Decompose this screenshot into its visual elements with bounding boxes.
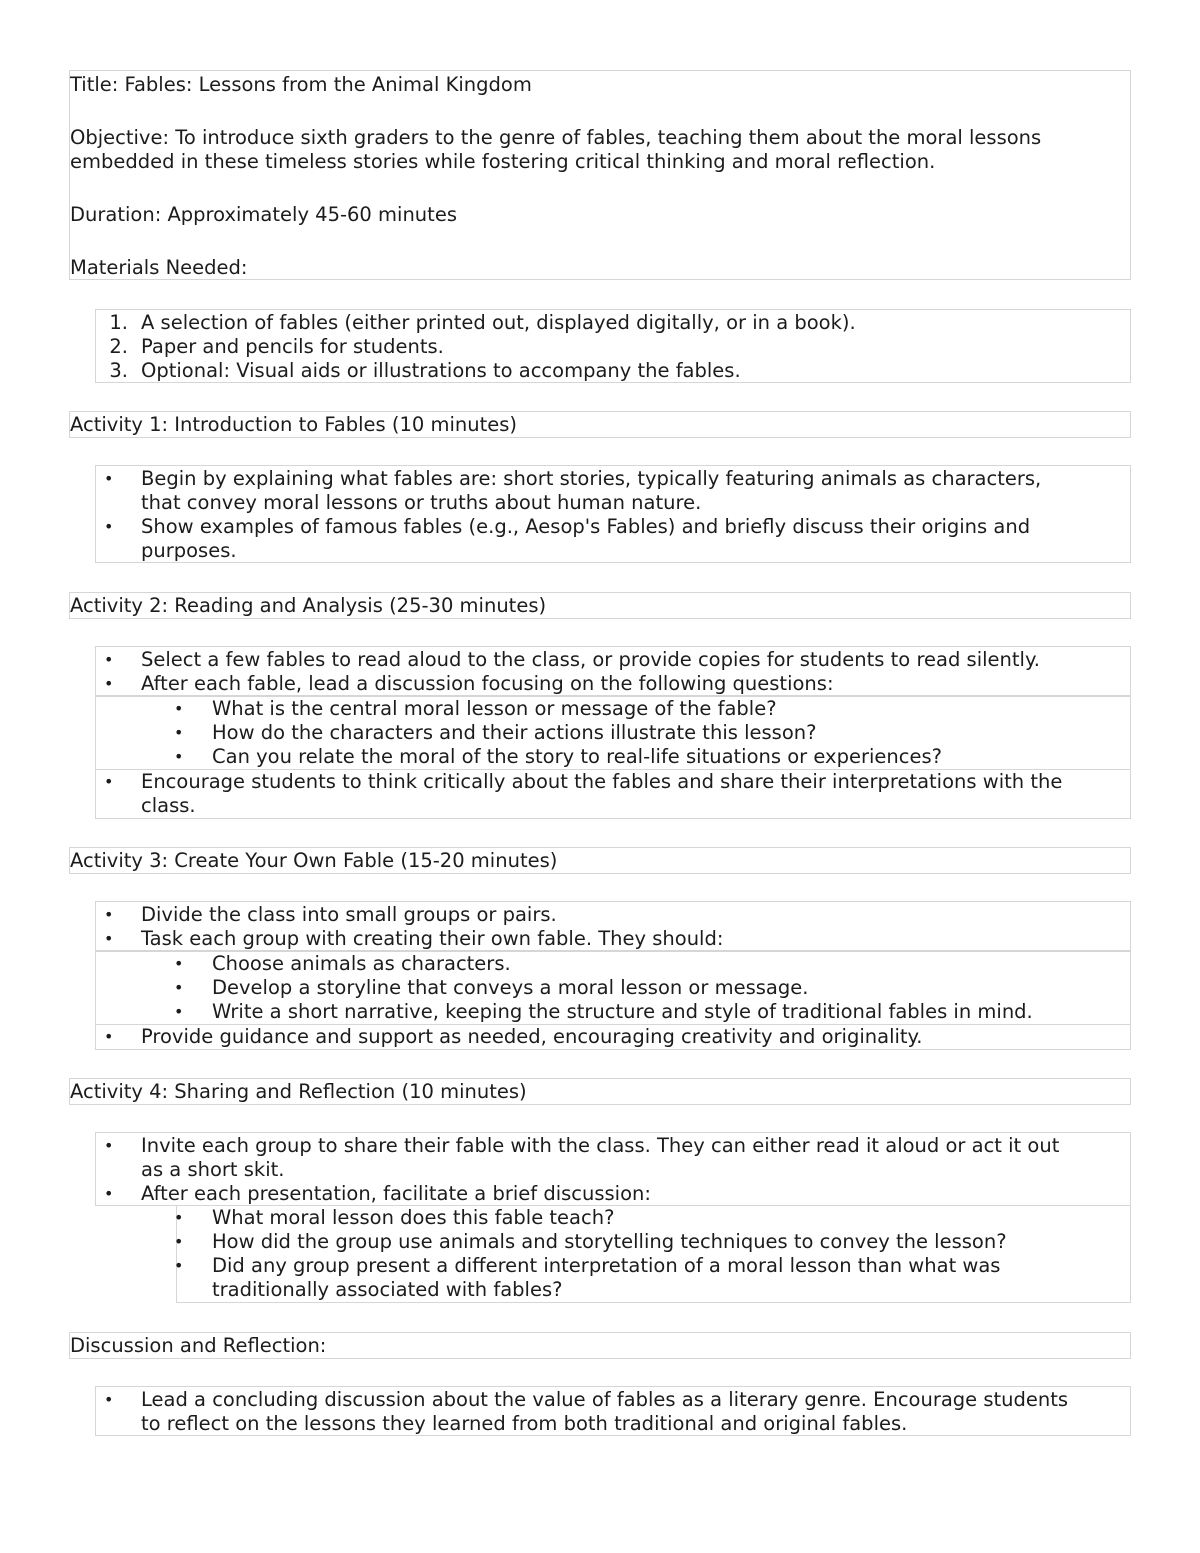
activity3-final-list xyxy=(95,1024,1131,1050)
activity1-heading: Activity 1: Introduction to Fables (10 minutes) xyxy=(70,413,518,436)
list-item xyxy=(96,515,1130,563)
bullet-icon: • xyxy=(174,699,184,718)
list-item xyxy=(96,1025,1130,1049)
objective-line-2: embedded in these timeless stories while fostering critical thinking and moral reflection. xyxy=(70,150,936,173)
list-item-text: A selection of fables (either printed out, displayed digitally, or in a book). xyxy=(141,311,856,334)
discussion-list xyxy=(95,1386,1131,1436)
list-item-text: as a short skit. xyxy=(141,1158,285,1181)
activity1-list xyxy=(95,465,1131,563)
bullet-icon: • xyxy=(174,747,184,766)
list-item-text: After each fable, lead a discussion focusing on the following questions: xyxy=(141,672,834,695)
list-item xyxy=(96,1182,1130,1206)
list-item-text: that convey moral lessons or truths about human nature. xyxy=(141,491,702,514)
list-item-text: purposes. xyxy=(141,539,237,562)
list-item xyxy=(96,1134,1130,1182)
sub-list-item xyxy=(174,745,1130,769)
discussion-heading-box xyxy=(69,1332,1131,1359)
sub-list-item xyxy=(174,697,1130,721)
sub-list-item-text: What moral lesson does this fable teach? xyxy=(212,1206,615,1229)
sub-list-item xyxy=(174,1206,1130,1230)
list-item xyxy=(96,1388,1130,1436)
sub-list-item-text: How do the characters and their actions illustrate this lesson? xyxy=(212,721,817,744)
list-item-text: class. xyxy=(141,794,196,817)
list-item xyxy=(96,311,1130,335)
activity3-heading: Activity 3: Create Your Own Fable (15-20 minutes) xyxy=(70,849,558,872)
bullet-icon: • xyxy=(104,1390,114,1409)
bullet-icon: • xyxy=(174,1256,184,1275)
activity4-list xyxy=(95,1132,1131,1206)
activity3-sublist xyxy=(95,951,1131,1025)
activity4-sublist xyxy=(176,1205,1131,1303)
sub-list-item-text: Write a short narrative, keeping the structure and style of traditional fables in mind. xyxy=(212,1000,1033,1023)
bullet-icon: • xyxy=(104,517,114,536)
sub-list-item xyxy=(174,1000,1130,1024)
bullet-icon: • xyxy=(104,650,114,669)
list-item xyxy=(96,467,1130,515)
discussion-heading: Discussion and Reflection: xyxy=(70,1334,327,1357)
list-item xyxy=(96,359,1130,383)
list-item-text: Show examples of famous fables (e.g., Aesop's Fables) and briefly discuss their origins and xyxy=(141,515,1031,538)
list-item-text: Provide guidance and support as needed, encouraging creativity and originality. xyxy=(141,1025,923,1048)
sub-list-item-text: traditionally associated with fables? xyxy=(212,1278,563,1301)
materials-list xyxy=(95,309,1131,383)
activity4-heading: Activity 4: Sharing and Reflection (10 minutes) xyxy=(70,1080,527,1103)
bullet-icon: • xyxy=(104,772,114,791)
list-item-text: Encourage students to think critically about the fables and share their interpretations with the xyxy=(141,770,1063,793)
sub-list-item xyxy=(174,1254,1130,1302)
materials-heading: Materials Needed: xyxy=(70,256,248,279)
bullet-icon: • xyxy=(104,1136,114,1155)
bullet-icon: • xyxy=(104,674,114,693)
sub-list-item-text: Develop a storyline that conveys a moral lesson or message. xyxy=(212,976,809,999)
bullet-icon: • xyxy=(174,1232,184,1251)
list-item-text: Paper and pencils for students. xyxy=(141,335,444,358)
sub-list-item-text: Choose animals as characters. xyxy=(212,952,511,975)
activity2-heading: Activity 2: Reading and Analysis (25-30 minutes) xyxy=(70,594,547,617)
bullet-icon: • xyxy=(104,905,114,924)
spacer xyxy=(70,174,1130,203)
intro-section xyxy=(69,70,1131,280)
sub-list-item xyxy=(174,976,1130,1000)
document-title: Title: Fables: Lessons from the Animal Kingdom xyxy=(70,73,532,96)
list-item-text: Task each group with creating their own fable. They should: xyxy=(141,927,724,950)
bullet-icon: • xyxy=(104,1027,114,1046)
list-item xyxy=(96,335,1130,359)
activity4-heading-box xyxy=(69,1078,1131,1105)
bullet-icon: • xyxy=(104,1184,114,1203)
list-item-text: After each presentation, facilitate a brief discussion: xyxy=(141,1182,651,1205)
sub-list-item-text: Can you relate the moral of the story to real-life situations or experiences? xyxy=(212,745,942,768)
bullet-icon: • xyxy=(174,978,184,997)
list-number: 3. xyxy=(109,359,128,382)
activity2-sublist xyxy=(95,696,1131,770)
spacer xyxy=(70,97,1130,126)
activity3-heading-box xyxy=(69,847,1131,874)
bullet-icon: • xyxy=(174,723,184,742)
list-item-text: to reflect on the lessons they learned from both traditional and original fables. xyxy=(141,1412,908,1435)
bullet-icon: • xyxy=(174,954,184,973)
list-item-text: Begin by explaining what fables are: short stories, typically featuring animals as characters, xyxy=(141,467,1042,490)
sub-list-item xyxy=(174,1230,1130,1254)
objective-line-1: Objective: To introduce sixth graders to the genre of fables, teaching them about the moral lessons xyxy=(70,126,1042,149)
list-number: 1. xyxy=(109,311,128,334)
bullet-icon: • xyxy=(104,929,114,948)
sub-list-item-text: How did the group use animals and storytelling techniques to convey the lesson? xyxy=(212,1230,1007,1253)
list-item-text: Optional: Visual aids or illustrations to accompany the fables. xyxy=(141,359,741,382)
list-item-text: Divide the class into small groups or pairs. xyxy=(141,903,557,926)
list-item-text: Invite each group to share their fable with the class. They can either read it aloud or act it out xyxy=(141,1134,1060,1157)
list-item xyxy=(96,927,1130,951)
list-item xyxy=(96,648,1130,672)
list-number: 2. xyxy=(109,335,128,358)
activity3-list xyxy=(95,901,1131,951)
list-item xyxy=(96,672,1130,696)
activity2-list xyxy=(95,646,1131,696)
list-item-text: Lead a concluding discussion about the value of fables as a literary genre. Encourage students xyxy=(141,1388,1069,1411)
sub-list-item-text: Did any group present a different interpretation of a moral lesson than what was xyxy=(212,1254,1001,1277)
bullet-icon: • xyxy=(104,469,114,488)
sub-list-item-text: What is the central moral lesson or message of the fable? xyxy=(212,697,777,720)
activity1-heading-box xyxy=(69,411,1131,438)
activity2-heading-box xyxy=(69,592,1131,619)
duration: Duration: Approximately 45-60 minutes xyxy=(70,203,457,226)
list-item xyxy=(96,903,1130,927)
sub-list-item xyxy=(174,952,1130,976)
bullet-icon: • xyxy=(174,1002,184,1021)
activity2-final-list xyxy=(95,769,1131,819)
list-item-text: Select a few fables to read aloud to the class, or provide copies for students to read silently. xyxy=(141,648,1040,671)
list-item xyxy=(96,770,1130,818)
spacer xyxy=(70,227,1130,256)
bullet-icon: • xyxy=(174,1208,184,1227)
sub-list-item xyxy=(174,721,1130,745)
